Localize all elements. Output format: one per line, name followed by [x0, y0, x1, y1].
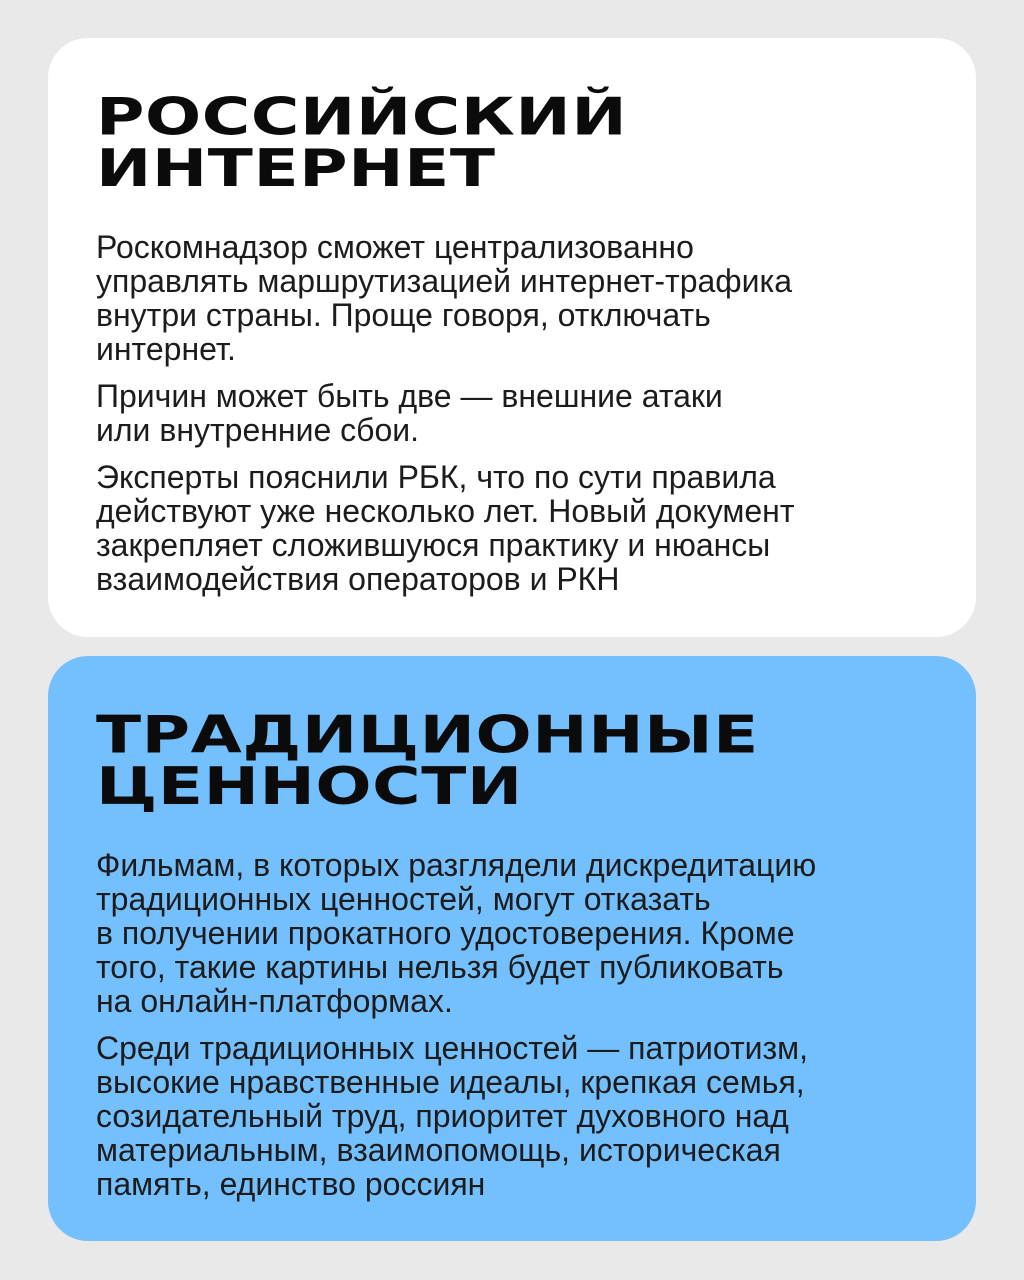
paragraph: [96, 230, 928, 366]
title-line: ТРАДИЦИОННЫЕ: [96, 705, 759, 766]
text-line: внутри страны. Проще говоря, отключать: [96, 297, 711, 333]
text-line: традиционных ценностей, могут отказать: [96, 881, 711, 917]
text-line: того, такие картины нельзя будет публиковать: [96, 949, 784, 985]
card-body: [96, 848, 928, 1201]
title-line: ЦЕННОСТИ: [96, 756, 523, 817]
text-line: или внутренние сбои.: [96, 412, 420, 448]
text-line: в получении прокатного удостоверения. Кроме: [96, 915, 795, 951]
card-title: [96, 87, 1024, 199]
card-russian-internet: [48, 38, 976, 637]
text-line: действуют уже несколько лет. Новый документ: [96, 493, 795, 529]
card-traditional-values: [48, 656, 976, 1241]
text-line: высокие нравственные идеалы, крепкая семья,: [96, 1064, 805, 1100]
text-line: память, единство россиян: [96, 1166, 486, 1202]
paragraph: [96, 379, 928, 447]
text-line: интернет.: [96, 331, 236, 367]
text-line: на онлайн-платформах.: [96, 983, 453, 1019]
text-line: Фильмам, в которых разглядели дискредитацию: [96, 847, 817, 883]
paragraph: [96, 460, 928, 596]
text-line: созидательный труд, приоритет духовного над: [96, 1098, 789, 1134]
text-line: материальным, взаимопомощь, историческая: [96, 1132, 781, 1168]
text-line: управлять маршрутизацией интернет-трафика: [96, 263, 792, 299]
text-line: Причин может быть две — внешние атаки: [96, 378, 723, 414]
title-line: ИНТЕРНЕТ: [96, 138, 496, 199]
text-line: Роскомнадзор сможет централизованно: [96, 229, 694, 265]
text-line: взаимодействия операторов и РКН: [96, 561, 620, 597]
text-line: Среди традиционных ценностей — патриотизм,: [96, 1030, 809, 1066]
card-body: [96, 230, 928, 596]
text-line: Эксперты пояснили РБК, что по сути правила: [96, 459, 776, 495]
text-line: закрепляет сложившуюся практику и нюансы: [96, 527, 771, 563]
title-line: РОССИЙСКИЙ: [96, 87, 628, 148]
paragraph: [96, 848, 928, 1018]
card-title: [96, 705, 1024, 817]
paragraph: [96, 1031, 928, 1201]
